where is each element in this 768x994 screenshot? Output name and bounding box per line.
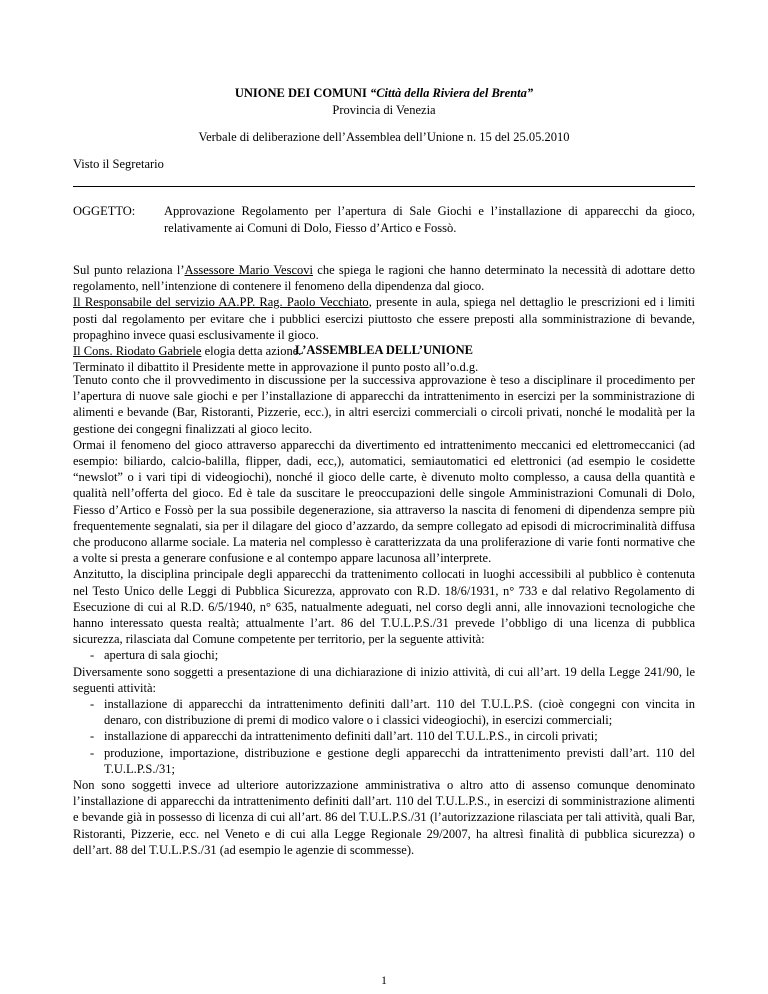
consigliere-name: Il Cons. Riodato Gabriele bbox=[73, 344, 202, 359]
oggetto-text: Approvazione Regolamento per l’apertura di Sale Giochi e l’installazione di apparecchi da gioco, relativamente ai Comuni di Dolo, Fiesso d’Artico e Fossò. bbox=[164, 204, 695, 235]
header-org: UNIONE DEI COMUNI bbox=[234, 86, 370, 100]
page-number: 1 bbox=[381, 975, 387, 987]
main-paragraph-2: Ormai il fenomeno del gioco attraverso apparecchi da divertimento ed intrattenimento meccanici ed elettromeccanici (ad esempio: biliardo, calcio-balilla, flipper, dadi, ecc,), automatici, semiautomatici ed elettronici (ad esempio le cosidette “newslot” o i vari tipi di videogiochi), nonché il gioco delle carte, è divenuto molto complesso, a causa della quantità e qualità nell’offerta del gioco. Ed è tale da suscitare le preoccupazioni delle singole Amministrazioni Comunali di Dolo, Fiesso d’Artico e Fossò per la sua possibile degenerazione, sia attraverso la nascita di fenomeni di dipendenza sempre più frequentemente segnalati, sia per il dilagare del gioco d’azzardo, da sempre collegato ad episodi di microcriminalità diffusa che producono allarme sociale. La materia nel complesso è caratterizzata da una proliferazione di varie fonti normative che a volte si presta a generare confusione e al contempo appare lacunosa all’interprete. bbox=[73, 437, 695, 566]
header-province: Provincia di Venezia bbox=[332, 103, 436, 117]
assessore-name: Assessore Mario Vescovi bbox=[184, 263, 313, 277]
intro-paragraph-4: Terminato il dibattito il Presidente mette in approvazione il punto posto all’o.d.g. bbox=[73, 360, 479, 375]
list-dash: - bbox=[90, 648, 95, 663]
list-item: - apertura di sala giochi; bbox=[90, 648, 219, 663]
list-item: - installazione di apparecchi da intrattenimento definiti dall’art. 110 del T.U.L.P.S., in circoli privati; bbox=[90, 729, 598, 744]
main-paragraph-4: Diversamente sono soggetti a presentazione di una dichiarazione di inizio attività, di cui all’art. 19 della Legge 241/90, le seguenti attività: bbox=[73, 664, 695, 695]
main-paragraph-3: Anzitutto, la disciplina principale degli apparecchi da trattenimento collocati in luoghi accessibili al pubblico è contenuta nel Testo Unico delle Leggi di Pubblica Sicurezza, approvato con R.D. 18/6/1931, n° 733 e dal relativo Regolamento di Esecuzione di cui al R.D. 6/5/1940, n° 635, natualmente adeguati, nel corso degli anni, alle innovazioni tecnologiche che hanno interessato questa realtà; attualmente l’art. 86 del T.U.L.P.S./31 prevede l’obbligo di una licenza di pubblica sicurezza, rilasciata dal Comune competente per territorio, per la seguente attività: bbox=[73, 567, 695, 647]
section-heading: L’ASSEMBLEA DELL’UNIONE bbox=[295, 343, 473, 357]
horizontal-divider bbox=[73, 186, 695, 187]
oggetto-label: OGGETTO: bbox=[73, 204, 136, 218]
visto-segretario: Visto il Segretario bbox=[73, 157, 164, 171]
responsabile-name: Il Responsabile del servizio AA.PP. Rag. Paolo Vecchiato bbox=[73, 295, 369, 310]
intro-paragraph-3: Il Cons. Riodato Gabriele elogia detta azione. bbox=[73, 344, 302, 359]
list-dash: - bbox=[90, 745, 95, 760]
list-item: - installazione di apparecchi da intrattenimento definiti dall’art. 110 del T.U.L.P.S. (cioè congegni con vincita in denaro, con distribuzione di premi di modico valore o i classici videogiochi), in esercizi commerciali; bbox=[90, 697, 695, 728]
list-dash: - bbox=[90, 697, 95, 712]
intro-paragraph-1: Sul punto relaziona l’Assessore Mario Vescovi che spiega le ragioni che hanno determinato la necessità di adottare detto regolamento, nell’intenzione di contenere il fenomeno della dipendenza dal gioco. bbox=[73, 263, 695, 294]
header-org-name: “Città della Riviera del Brenta” bbox=[369, 86, 534, 100]
list-item: - produzione, importazione, distribuzione e gestione degli apparecchi da intrattenimento previsti dall’art. 110 del T.U.L.P.S./31; bbox=[90, 745, 695, 776]
main-paragraph-5: Non sono soggetti invece ad ulteriore autorizzazione amministrativa o altro atto di assenso comunque denominato l’installazione di apparecchi da intrattenimento definiti dall’art. 110 del T.U.L.P.S., in esercizi di somministrazione alimenti e bevande già in possesso di licenza di cui all’art. 86 del T.U.L.P.S./31 (l’autorizzazione rilasciata per tali attività, quali Bar, Ristoranti, Pizzerie, ecc. nel Veneto e di cui alla Legge Regionale 29/2007, ha altresì finalità di pubblica sicurezza) o dell’art. 88 del T.U.L.P.S./31 (ad esempio le agenzie di scommesse). bbox=[73, 778, 695, 857]
header-title bbox=[0, 85, 768, 102]
header-verbale: Verbale di deliberazione dell’Assemblea dell’Unione n. 15 del 25.05.2010 bbox=[198, 130, 570, 144]
list-dash: - bbox=[90, 729, 95, 744]
main-paragraph-1: Tenuto conto che il provvedimento in discussione per la successiva approvazione è teso a disciplinare il procedimento per l’apertura di nuove sale giochi e per l’installazione di apparecchi da intrattenimento in esercizi per la somministrazione di alimenti e bevande (Bar, Ristoranti, Pizzerie, ecc.), in altri esercizi commerciali o circoli privati, nonché le modalità per la gestione dei congegni finalizzati al gioco lecito. bbox=[73, 373, 695, 436]
intro-paragraph-2: Il Responsabile del servizio AA.PP. Rag. Paolo Vecchiato, presente in aula, spiega nel dettaglio le prescrizioni ed i limiti posti dal regolamento per evitare che i pubblici esercizi piuttosto che essere preposti alla somministrazione di bevande, propaghino invece quasi esclusivamente il gioco. bbox=[73, 295, 695, 342]
main-section bbox=[73, 372, 695, 858]
